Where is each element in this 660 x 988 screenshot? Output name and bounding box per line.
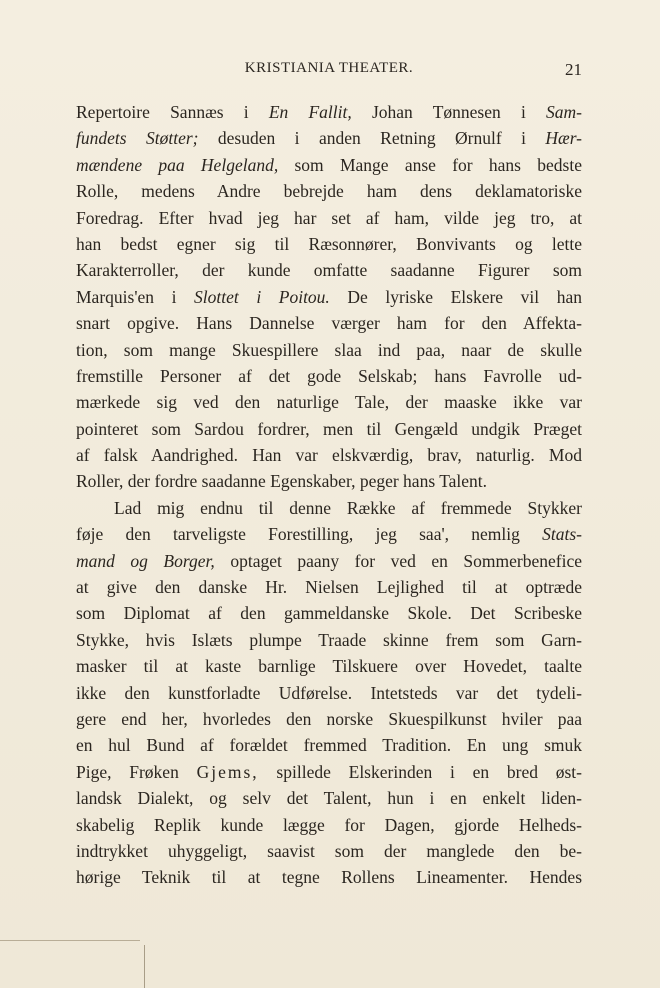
text-line (76, 627, 582, 653)
italic-title: Slottet i Poitou. (194, 286, 330, 307)
text-segment: Roller, der fordre saadanne Egenskaber, peger hans Talent. (76, 471, 488, 492)
page-edge-mark (0, 940, 140, 941)
italic-title: fundets Støtter; (76, 128, 199, 149)
text-line (76, 680, 582, 706)
text-line (76, 521, 582, 547)
text-segment: De lyriske Elskere vil han (329, 286, 582, 307)
text-segment: som Mange anse for hans bedste (278, 154, 582, 175)
text-segment: Repertoire Sannæs i (76, 102, 269, 122)
italic-title: En Fallit, (268, 102, 352, 122)
text-segment: Foredrag. Efter hvad jeg har set af ham, vilde jeg tro, at (76, 207, 582, 228)
text-segment: han bedst egner sig til Ræsonnører, Bonvivants og lette (76, 233, 582, 254)
italic-title: Stats- (542, 524, 582, 545)
italic-title: Hær- (545, 128, 582, 149)
text-line (76, 468, 582, 494)
text-segment: Stykke, hvis Islæts plumpe Traade skinne frem som Garn- (76, 629, 582, 650)
text-segment: føje den tarveligste Forestilling, jeg saa', nemlig (76, 524, 543, 545)
text-segment: tion, som mange Skuespillere slaa ind paa, naar de skulle (76, 339, 582, 360)
text-line (76, 416, 582, 442)
text-segment: af falsk Aandrighed. Han var elskværdig, brav, naturlig. Mod (76, 445, 582, 466)
text-line (76, 759, 582, 785)
text-line (76, 706, 582, 732)
text-line (76, 389, 582, 415)
text-line (76, 548, 582, 574)
text-line (76, 838, 582, 864)
body-text (76, 99, 582, 891)
text-line (76, 732, 582, 758)
text-line (76, 99, 582, 125)
text-segment: desuden i anden Retning Ørnulf i (198, 128, 546, 149)
text-line (76, 205, 582, 231)
text-segment: Karakterroller, der kunde omfatte saadanne Figurer som (76, 260, 582, 281)
text-line (76, 653, 582, 679)
text-line (76, 574, 582, 600)
text-segment: ikke den kunstforladte Udførelse. Intetsteds var det tydeli- (76, 682, 582, 703)
text-segment: landsk Dialekt, og selv det Talent, hun i en enkelt liden- (76, 788, 582, 809)
text-segment: en hul Bund af forældet fremmed Tradition. En ung smuk (76, 735, 582, 756)
text-segment: Rolle, medens Andre bebrejde ham dens deklamatoriske (76, 181, 582, 202)
text-segment: som Diplomat af den gammeldanske Skole. Det Scribeske (76, 603, 582, 624)
text-segment: fremstille Personer af det gode Selskab; hans Favrolle ud- (76, 365, 582, 386)
text-segment: snart opgive. Hans Dannelse værger ham for den Affekta- (76, 313, 582, 334)
text-segment: hørige Teknik til at tegne Rollens Lineamenter. Hendes (76, 867, 582, 888)
text-line (76, 231, 582, 257)
text-segment: mærkede sig ved den naturlige Tale, der maaske ikke var (76, 392, 582, 413)
text-line (76, 785, 582, 811)
text-segment: Johan Tønnesen i (351, 102, 547, 122)
text-segment: Pige, Frøken (76, 761, 197, 782)
text-line (76, 178, 582, 204)
text-segment: optaget paany for ved en Sommerbenefice (214, 550, 582, 571)
text-line (76, 812, 582, 838)
text-line (76, 442, 582, 468)
spaced-name: Gjems, (196, 761, 259, 782)
text-segment: skabelig Replik kunde lægge for Dagen, gjorde Helheds- (76, 814, 582, 835)
text-line (76, 152, 582, 178)
text-segment: gere end her, hvorledes den norske Skuespilkunst hviler paa (76, 708, 582, 729)
text-line (76, 310, 582, 336)
text-segment: at give den danske Hr. Nielsen Lejlighed til at optræde (76, 577, 582, 598)
text-line (76, 363, 582, 389)
text-segment: Marquis'en i (76, 286, 195, 307)
running-title: KRISTIANIA THEATER. (244, 60, 414, 76)
text-segment: Lad mig endnu til denne Række af fremmede Stykker (114, 497, 582, 518)
text-segment: spillede Elskerinden i en bred øst- (258, 761, 582, 782)
text-line (76, 864, 582, 890)
text-line (76, 284, 582, 310)
text-segment: pointeret som Sardou fordrer, men til Gengæld undgik Præget (76, 418, 582, 439)
text-line (76, 125, 582, 151)
text-segment: masker til at kaste barnlige Tilskuere over Hovedet, taalte (76, 656, 582, 677)
text-line (76, 257, 582, 283)
text-segment: indtrykket uhyggeligt, saavist som der manglede den be- (76, 840, 582, 861)
italic-title: mand og Borger, (76, 550, 215, 571)
page-number: 21 (565, 60, 582, 79)
page-header (76, 60, 582, 84)
italic-title: Sam- (546, 102, 582, 122)
italic-title: mændene paa Helgeland, (76, 154, 279, 175)
text-line (76, 600, 582, 626)
text-line (76, 495, 582, 521)
page-edge-mark-vertical (144, 945, 145, 988)
text-line (76, 337, 582, 363)
